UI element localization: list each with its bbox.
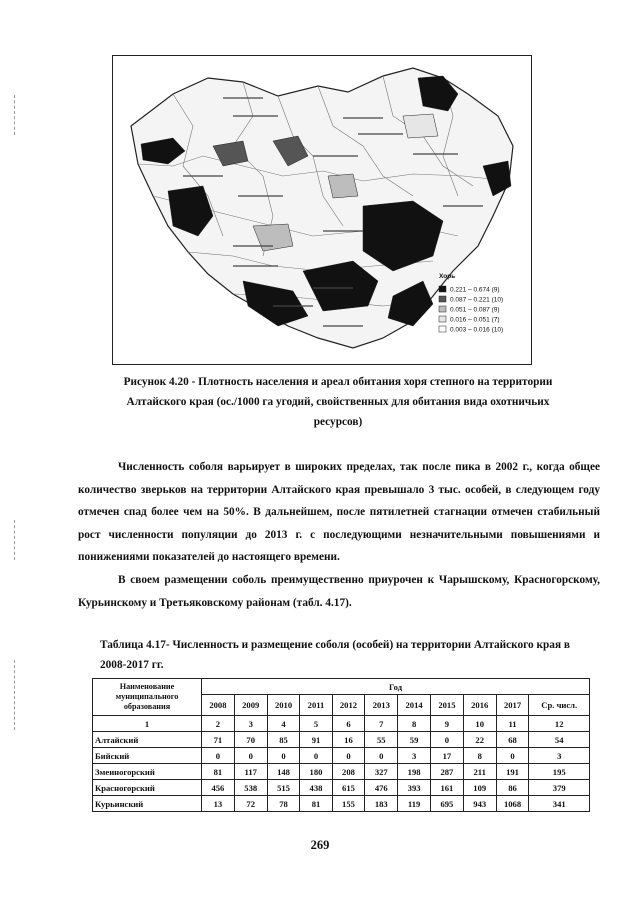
year-header: 2009 bbox=[234, 695, 267, 716]
table-cell: 0 bbox=[332, 748, 365, 764]
table-row bbox=[93, 796, 590, 812]
table-cell: 3 bbox=[529, 748, 590, 764]
caption-line: Рисунок 4.20 - Плотность населения и ареал обитания хоря степного на территории bbox=[123, 376, 553, 388]
year-header: 2010 bbox=[267, 695, 300, 716]
table-cell: 78 bbox=[267, 796, 300, 812]
table-cell: 148 bbox=[267, 764, 300, 780]
legend-swatch bbox=[439, 286, 446, 292]
district-name: Бийский bbox=[93, 748, 202, 764]
index-cell: 5 bbox=[300, 716, 332, 732]
index-cell: 11 bbox=[496, 716, 529, 732]
table-cell: 71 bbox=[202, 732, 235, 748]
legend-label: 0.016 – 0.051 (7) bbox=[450, 316, 500, 324]
table-cell: 379 bbox=[529, 780, 590, 796]
table-cell: 695 bbox=[431, 796, 464, 812]
table-cell: 81 bbox=[300, 796, 332, 812]
caption-line: Алтайского края (ос./1000 га угодий, свойственных для обитания вида охотничьих bbox=[126, 396, 550, 408]
table-cell: 72 bbox=[234, 796, 267, 812]
year-header: 2014 bbox=[398, 695, 431, 716]
index-row bbox=[93, 716, 590, 732]
legend-swatch bbox=[439, 306, 446, 312]
table-cell: 68 bbox=[496, 732, 529, 748]
table-cell: 0 bbox=[267, 748, 300, 764]
table-cell: 85 bbox=[267, 732, 300, 748]
table-cell: 341 bbox=[529, 796, 590, 812]
scan-margin-mark bbox=[14, 95, 17, 135]
page-number: 269 bbox=[310, 838, 330, 852]
body-text bbox=[78, 456, 600, 614]
table-cell: 117 bbox=[234, 764, 267, 780]
index-cell: 4 bbox=[267, 716, 300, 732]
table-cell: 55 bbox=[365, 732, 398, 748]
table-cell: 456 bbox=[202, 780, 235, 796]
legend-label: 0.087 – 0.221 (10) bbox=[450, 296, 504, 304]
paragraph: Численность соболя варьирует в широких пределах, так после пика в 2002 г., когда общее количество зверьков на территории Алтайского края превышало 3 тыс. особей, в следующем году отмечен спад более чем на 50%. В дальнейшем, после пятилетней стагнации отмечен стабильный рост численности популяции до 2013 г. с последующими незначительными повышениями и понижениями показателей до настоящего времени. bbox=[78, 461, 600, 564]
table-cell: 81 bbox=[202, 764, 235, 780]
year-header: 2013 bbox=[365, 695, 398, 716]
scan-margin-mark bbox=[14, 520, 17, 560]
map-legend bbox=[439, 273, 503, 334]
table-caption: Таблица 4.17- Численность и размещение соболя (особей) на территории Алтайского края в 2008-2017 гг. bbox=[100, 639, 570, 671]
table-cell: 161 bbox=[431, 780, 464, 796]
table-cell: 86 bbox=[496, 780, 529, 796]
table-cell: 198 bbox=[398, 764, 431, 780]
legend-label: 0.003 – 0.016 (10) bbox=[450, 326, 504, 334]
paragraph: В своем размещении соболь преимущественно приурочен к Чарышскому, Красногорскому, Курьинскому и Третьяковскому районам (табл. 4.17). bbox=[78, 573, 600, 609]
index-cell: 8 bbox=[398, 716, 431, 732]
year-group-header: Год bbox=[202, 679, 590, 695]
legend-label: 0.051 – 0.087 (9) bbox=[450, 306, 500, 314]
table-cell: 615 bbox=[332, 780, 365, 796]
table-cell: 0 bbox=[496, 748, 529, 764]
table-cell: 195 bbox=[529, 764, 590, 780]
table-cell: 17 bbox=[431, 748, 464, 764]
legend-title: Хорь bbox=[439, 273, 456, 280]
table-cell: 0 bbox=[431, 732, 464, 748]
table-cell: 70 bbox=[234, 732, 267, 748]
table-row bbox=[93, 732, 590, 748]
table-cell: 109 bbox=[463, 780, 496, 796]
index-cell: 10 bbox=[463, 716, 496, 732]
district-name: Змеиногорский bbox=[93, 764, 202, 780]
table-row bbox=[93, 764, 590, 780]
year-header: 2011 bbox=[300, 695, 332, 716]
legend-swatch bbox=[439, 296, 446, 302]
year-header: 2015 bbox=[431, 695, 464, 716]
table-cell: 538 bbox=[234, 780, 267, 796]
year-header: Ср. числ. bbox=[529, 695, 590, 716]
table-cell: 155 bbox=[332, 796, 365, 812]
table-cell: 191 bbox=[496, 764, 529, 780]
table-cell: 0 bbox=[234, 748, 267, 764]
scan-margin-mark bbox=[14, 660, 17, 730]
table-cell: 54 bbox=[529, 732, 590, 748]
sable-table bbox=[92, 678, 590, 812]
map-figure bbox=[112, 55, 532, 365]
table-cell: 327 bbox=[365, 764, 398, 780]
district-name: Красногорский bbox=[93, 780, 202, 796]
index-cell: 7 bbox=[365, 716, 398, 732]
table-cell: 1068 bbox=[496, 796, 529, 812]
table-cell: 119 bbox=[398, 796, 431, 812]
index-cell: 3 bbox=[234, 716, 267, 732]
index-cell: 6 bbox=[332, 716, 365, 732]
table-cell: 13 bbox=[202, 796, 235, 812]
district-name: Курьинский bbox=[93, 796, 202, 812]
index-cell: 2 bbox=[202, 716, 235, 732]
table-cell: 515 bbox=[267, 780, 300, 796]
table-cell: 476 bbox=[365, 780, 398, 796]
table-row bbox=[93, 748, 590, 764]
table-cell: 943 bbox=[463, 796, 496, 812]
table-cell: 16 bbox=[332, 732, 365, 748]
name-column-header: Наименование муниципального образования bbox=[93, 679, 202, 716]
legend-swatch bbox=[439, 326, 446, 332]
legend-swatch bbox=[439, 316, 446, 322]
table-cell: 0 bbox=[202, 748, 235, 764]
table-cell: 0 bbox=[300, 748, 332, 764]
year-header: 2017 bbox=[496, 695, 529, 716]
table-cell: 91 bbox=[300, 732, 332, 748]
caption-line: ресурсов) bbox=[313, 416, 363, 428]
table-cell: 438 bbox=[300, 780, 332, 796]
legend-label: 0.221 – 0.674 (9) bbox=[450, 286, 500, 294]
table-cell: 8 bbox=[463, 748, 496, 764]
altai-krai-map bbox=[113, 56, 531, 364]
table-cell: 208 bbox=[332, 764, 365, 780]
table-cell: 180 bbox=[300, 764, 332, 780]
year-header: 2008 bbox=[202, 695, 235, 716]
index-cell: 9 bbox=[431, 716, 464, 732]
table-cell: 183 bbox=[365, 796, 398, 812]
figure-caption bbox=[78, 372, 598, 432]
district-name: Алтайский bbox=[93, 732, 202, 748]
table-cell: 287 bbox=[431, 764, 464, 780]
table-cell: 211 bbox=[463, 764, 496, 780]
table-cell: 59 bbox=[398, 732, 431, 748]
year-header: 2012 bbox=[332, 695, 365, 716]
table-cell: 0 bbox=[365, 748, 398, 764]
index-cell: 12 bbox=[529, 716, 590, 732]
table-cell: 22 bbox=[463, 732, 496, 748]
table-row bbox=[93, 780, 590, 796]
table-cell: 393 bbox=[398, 780, 431, 796]
table-cell: 3 bbox=[398, 748, 431, 764]
year-header: 2016 bbox=[463, 695, 496, 716]
index-cell: 1 bbox=[93, 716, 202, 732]
